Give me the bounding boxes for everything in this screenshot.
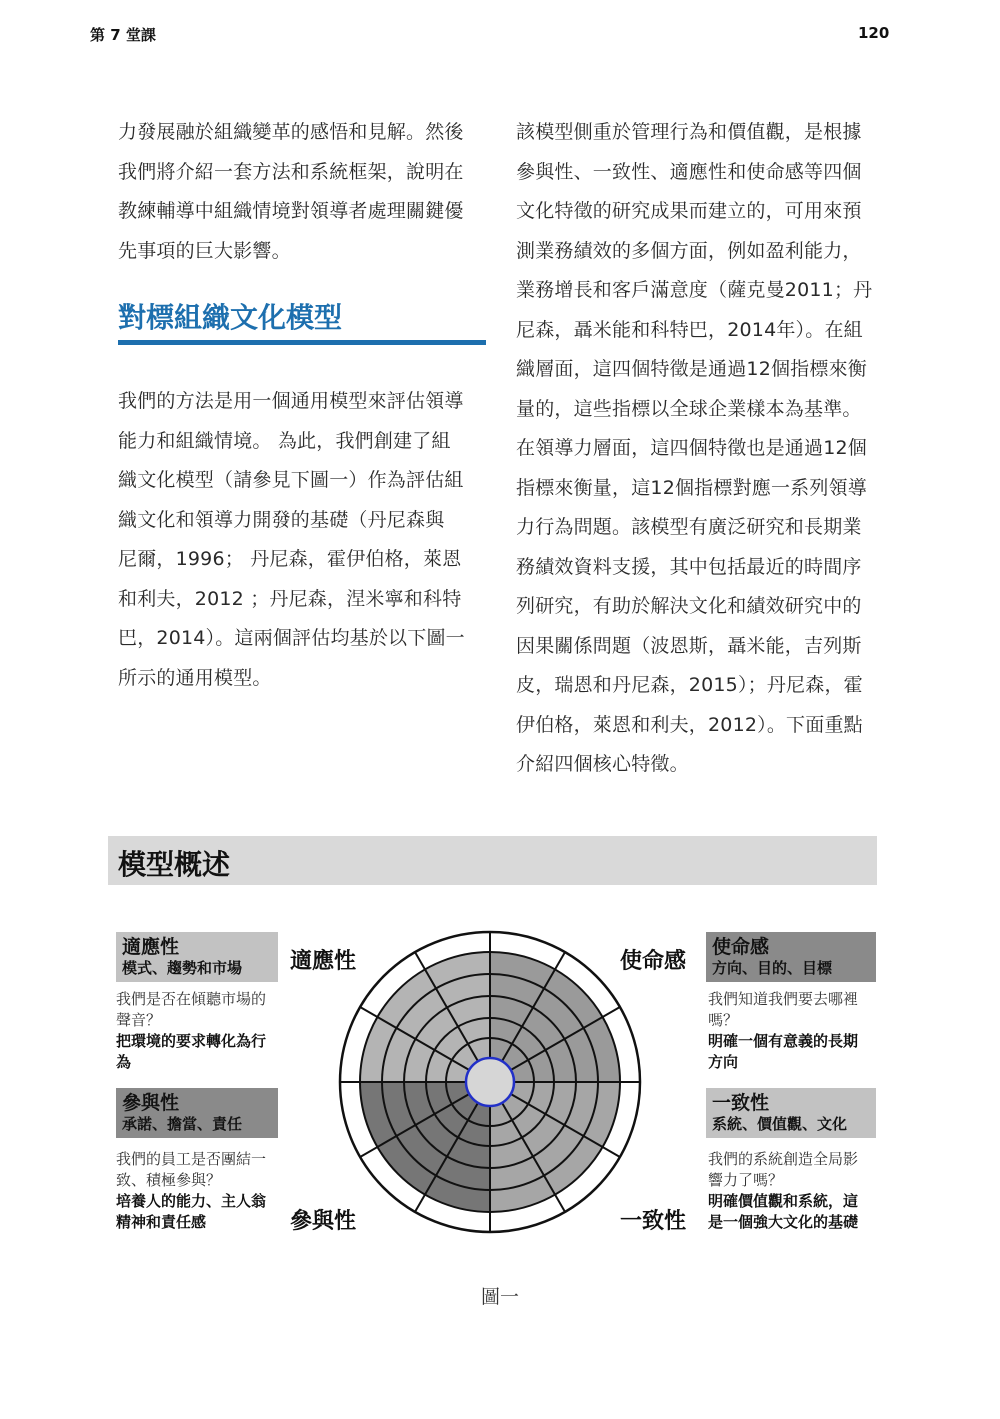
right-column-body-text	[516, 113, 872, 785]
mission-answer: 明確一個有意義的長期方向	[708, 1032, 859, 1071]
paragraph-line: 尼森，聶米能和科特巴，2014年）。在組	[516, 318, 863, 341]
overview-title: 模型概述	[118, 848, 231, 881]
center-circle	[466, 1058, 514, 1106]
adaptability-question: 我們是否在傾聽市場的聲音？	[116, 990, 267, 1029]
paragraph-line: 能力和組織情境。 為此，我們創建了組	[118, 429, 451, 452]
figure-caption: 圖一	[480, 1286, 519, 1308]
paragraph-line: 教練輔導中組織情境對領導者處理關鍵優	[118, 200, 464, 222]
mission-box-title: 使命感	[712, 936, 770, 958]
paragraph-line: 列研究，有助於解決文化和績效研究中的	[516, 595, 862, 617]
paragraph-line: 力發展融於組織變革的感悟和見解。然後	[118, 121, 464, 143]
culture-model-diagram	[330, 922, 650, 1242]
paragraph-line: 我們的方法是用一個通用模型來評估領導	[118, 390, 464, 412]
trait-label-involvement: 參與性	[290, 1209, 357, 1234]
paragraph-line: 因果關係問題（波恩斯，聶米能，吉列斯	[516, 634, 862, 657]
mission-box	[706, 932, 876, 982]
involvement-qa	[116, 1149, 276, 1233]
quadrant-mission	[490, 952, 620, 1082]
paragraph-line: 測業務績效的多個方面，例如盈利能力，	[516, 239, 862, 262]
paragraph-line: 尼爾，1996； 丹尼森，霍伊伯格，萊恩	[118, 548, 462, 570]
consistency-box-subtitle: 系統、價值觀、文化	[712, 1115, 848, 1133]
paragraph-line: 參與性、一致性、適應性和使命感等四個	[516, 160, 862, 183]
involvement-box	[116, 1088, 278, 1138]
consistency-question: 我們的系統創造全局影響力了嗎？	[708, 1150, 859, 1189]
paragraph-line: 我們將介紹一套方法和系統框架，說明在	[118, 160, 464, 183]
paragraph-line: 皮，瑞恩和丹尼森，2015）；丹尼森，霍	[516, 674, 863, 696]
chapter-label: 第 7 堂課	[90, 26, 156, 44]
paragraph-line: 量的，這些指標以全球企業樣本為基準。	[516, 397, 862, 420]
paragraph-line: 務績效資料支援，其中包括最近的時間序	[516, 555, 862, 578]
section-title-rule	[118, 340, 486, 345]
left-column-top-text	[118, 113, 464, 271]
paragraph-line: 所示的通用模型。	[118, 666, 272, 689]
mission-question: 我們知道我們要去哪裡嗎？	[708, 990, 859, 1029]
trait-label-adaptability: 適應性	[290, 949, 357, 974]
paragraph-line: 伊伯格，萊恩和利夫，2012）。下面重點	[516, 713, 863, 736]
consistency-answer: 明確價值觀和系統，這是一個強大文化的基礎	[708, 1192, 859, 1231]
paragraph-line: 織文化和領導力開發的基礎（丹尼森與	[118, 508, 445, 531]
quadrant-consistency	[490, 1082, 620, 1212]
adaptability-answer: 把環境的要求轉化為行為	[116, 1032, 267, 1071]
paragraph-line: 織層面，這四個特徵是通過12個指標來衡	[516, 358, 867, 380]
mission-box-subtitle: 方向、目的、目標	[712, 959, 833, 977]
paragraph-line: 先事項的巨大影響。	[118, 239, 291, 262]
mission-qa	[708, 989, 870, 1073]
consistency-qa	[708, 1149, 870, 1233]
trait-label-consistency: 一致性	[620, 1209, 687, 1234]
consistency-box-title: 一致性	[712, 1092, 770, 1114]
paragraph-line: 力行為問題。該模型有廣泛研究和長期業	[516, 516, 862, 538]
left-column-body-text	[118, 382, 465, 698]
page-number: 120	[858, 24, 890, 42]
involvement-answer: 培養人的能力、主人翁精神和責任感	[116, 1192, 267, 1231]
involvement-box-title: 參與性	[122, 1092, 180, 1114]
trait-label-mission: 使命感	[620, 949, 687, 974]
involvement-question: 我們的員工是否團結一致、積極參與？	[116, 1150, 267, 1189]
section-title: 對標組織文化模型	[118, 301, 343, 334]
quadrant-adaptability	[360, 952, 490, 1082]
paragraph-line: 織文化模型（請參見下圖一）作為評估組	[118, 469, 464, 491]
involvement-box-subtitle: 承諾、擔當、責任	[122, 1115, 243, 1133]
quadrant-involvement	[360, 1082, 490, 1212]
adaptability-qa	[116, 989, 276, 1073]
adaptability-box-title: 適應性	[122, 936, 180, 958]
paragraph-line: 業務增長和客戶滿意度（薩克曼2011；丹	[516, 279, 873, 301]
paragraph-line: 在領導力層面，這四個特徵也是通過12個	[516, 437, 867, 459]
adaptability-box-subtitle: 模式、趨勢和市場	[122, 959, 243, 977]
paragraph-line: 和利夫，2012 ；丹尼森，涅米寧和科特	[118, 587, 462, 610]
paragraph-line: 指標來衡量，這12個指標對應一系列領導	[516, 476, 867, 499]
paragraph-line: 巴，2014）。這兩個評估均基於以下圖一	[118, 627, 465, 649]
paragraph-line: 文化特徵的研究成果而建立的，可用來預	[516, 200, 862, 222]
adaptability-box	[116, 932, 278, 982]
paragraph-line: 介紹四個核心特徵。	[516, 753, 689, 775]
paragraph-line: 該模型側重於管理行為和價值觀，是根據	[516, 121, 862, 143]
consistency-box	[706, 1088, 876, 1138]
